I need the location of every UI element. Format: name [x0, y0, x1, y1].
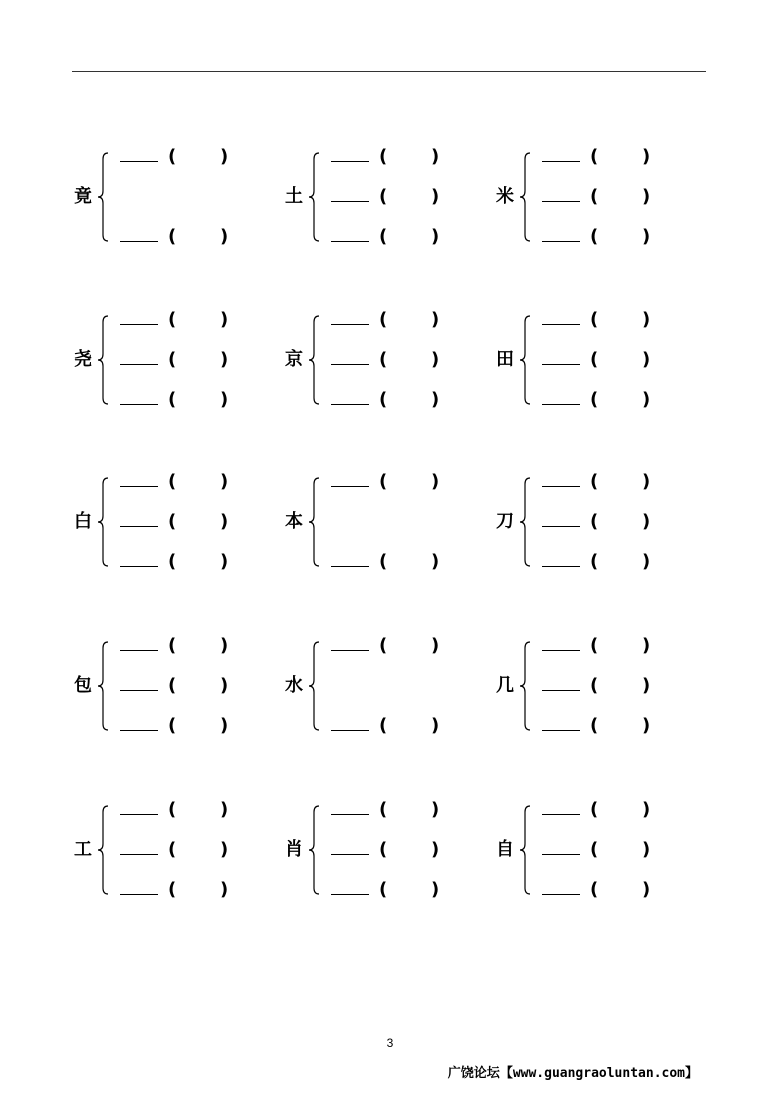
- answer-blank[interactable]: [331, 364, 369, 365]
- answer-blank[interactable]: [331, 486, 369, 487]
- close-paren: ): [220, 551, 229, 572]
- close-paren: ): [431, 186, 440, 207]
- answer-line[interactable]: [542, 676, 654, 696]
- close-paren: ): [220, 146, 229, 167]
- answer-blank[interactable]: [542, 730, 580, 731]
- answer-line[interactable]: [542, 472, 654, 492]
- close-paren: ): [431, 715, 440, 736]
- close-paren: ): [220, 226, 229, 247]
- open-paren: (: [168, 635, 177, 656]
- entry-character: 本: [285, 511, 303, 532]
- open-paren: (: [379, 715, 388, 736]
- close-paren: ): [642, 471, 651, 492]
- open-paren: (: [168, 146, 177, 167]
- close-paren: ): [220, 839, 229, 860]
- open-paren: (: [379, 879, 388, 900]
- close-paren: ): [431, 635, 440, 656]
- answer-blank[interactable]: [542, 404, 580, 405]
- answer-line[interactable]: [120, 636, 232, 656]
- answer-blank[interactable]: [542, 201, 580, 202]
- curly-brace-icon: [307, 151, 323, 243]
- entry-character: 尧: [74, 349, 92, 370]
- answer-blank[interactable]: [331, 854, 369, 855]
- answer-line[interactable]: [120, 676, 232, 696]
- curly-brace-icon: [307, 314, 323, 406]
- open-paren: (: [168, 511, 177, 532]
- open-paren: (: [590, 839, 599, 860]
- answer-blank[interactable]: [542, 650, 580, 651]
- curly-brace-icon: [518, 804, 534, 896]
- answer-line[interactable]: [120, 472, 232, 492]
- answer-line[interactable]: [542, 390, 654, 410]
- answer-line[interactable]: [542, 880, 654, 900]
- answer-blank[interactable]: [331, 566, 369, 567]
- footer-site-credit: [448, 1062, 698, 1081]
- curly-brace-icon: [307, 476, 323, 568]
- close-paren: ): [431, 146, 440, 167]
- answer-blank[interactable]: [542, 854, 580, 855]
- answer-blank[interactable]: [331, 161, 369, 162]
- answer-line[interactable]: [120, 716, 232, 736]
- entry-character: 工: [74, 839, 92, 860]
- answer-line[interactable]: [120, 147, 232, 167]
- curly-brace-icon: [96, 476, 112, 568]
- answer-blank[interactable]: [120, 730, 158, 731]
- open-paren: (: [590, 471, 599, 492]
- answer-line[interactable]: [331, 840, 443, 860]
- close-paren: ): [642, 675, 651, 696]
- open-paren: (: [590, 511, 599, 532]
- open-paren: (: [590, 675, 599, 696]
- answer-line[interactable]: [542, 350, 654, 370]
- answer-line[interactable]: [542, 147, 654, 167]
- footer-site-name: 广饶论坛: [447, 1066, 500, 1081]
- entry-character: 自: [496, 839, 514, 860]
- close-paren: ): [220, 715, 229, 736]
- answer-blank[interactable]: [331, 201, 369, 202]
- entry-character: 米: [496, 186, 514, 207]
- curly-brace-icon: [307, 640, 323, 732]
- open-paren: (: [379, 551, 388, 572]
- open-paren: (: [168, 799, 177, 820]
- open-paren: (: [590, 186, 599, 207]
- answer-blank[interactable]: [542, 241, 580, 242]
- answer-line[interactable]: [331, 716, 443, 736]
- answer-blank[interactable]: [120, 404, 158, 405]
- close-paren: ): [220, 511, 229, 532]
- close-paren: ): [220, 635, 229, 656]
- close-paren: ): [431, 879, 440, 900]
- close-paren: ): [220, 879, 229, 900]
- answer-blank[interactable]: [120, 161, 158, 162]
- open-paren: (: [168, 551, 177, 572]
- open-paren: (: [168, 879, 177, 900]
- answer-line[interactable]: [542, 636, 654, 656]
- open-paren: (: [590, 715, 599, 736]
- open-paren: (: [590, 146, 599, 167]
- answer-blank[interactable]: [542, 894, 580, 895]
- entry-character: 水: [285, 675, 303, 696]
- answer-line[interactable]: [331, 227, 443, 247]
- answer-blank[interactable]: [120, 690, 158, 691]
- answer-line[interactable]: [542, 716, 654, 736]
- answer-blank[interactable]: [542, 566, 580, 567]
- answer-line[interactable]: [331, 350, 443, 370]
- answer-blank[interactable]: [120, 324, 158, 325]
- close-paren: ): [431, 471, 440, 492]
- answer-line[interactable]: [120, 840, 232, 860]
- open-paren: (: [168, 471, 177, 492]
- open-paren: (: [379, 146, 388, 167]
- close-paren: ): [220, 349, 229, 370]
- entry-character: 白: [74, 511, 92, 532]
- open-paren: (: [168, 715, 177, 736]
- entry-character: 土: [285, 186, 303, 207]
- entry-character: 竟: [74, 186, 92, 207]
- answer-line[interactable]: [120, 227, 232, 247]
- close-paren: ): [642, 839, 651, 860]
- curly-brace-icon: [518, 640, 534, 732]
- close-paren: ): [220, 799, 229, 820]
- answer-line[interactable]: [542, 552, 654, 572]
- close-paren: ): [431, 389, 440, 410]
- answer-line[interactable]: [542, 227, 654, 247]
- answer-blank[interactable]: [120, 364, 158, 365]
- answer-blank[interactable]: [542, 526, 580, 527]
- curly-brace-icon: [96, 314, 112, 406]
- answer-blank[interactable]: [120, 526, 158, 527]
- answer-blank[interactable]: [542, 486, 580, 487]
- answer-line[interactable]: [331, 552, 443, 572]
- open-paren: (: [590, 226, 599, 247]
- answer-line[interactable]: [542, 187, 654, 207]
- close-paren: ): [642, 511, 651, 532]
- open-paren: (: [168, 389, 177, 410]
- answer-blank[interactable]: [331, 814, 369, 815]
- open-paren: (: [590, 879, 599, 900]
- open-paren: (: [168, 226, 177, 247]
- answer-blank[interactable]: [331, 650, 369, 651]
- close-paren: ): [642, 715, 651, 736]
- answer-blank[interactable]: [120, 566, 158, 567]
- answer-blank[interactable]: [331, 894, 369, 895]
- curly-brace-icon: [518, 151, 534, 243]
- curly-brace-icon: [96, 640, 112, 732]
- curly-brace-icon: [96, 804, 112, 896]
- answer-line[interactable]: [331, 800, 443, 820]
- answer-blank[interactable]: [120, 854, 158, 855]
- answer-blank[interactable]: [542, 814, 580, 815]
- close-paren: ): [431, 839, 440, 860]
- answer-line[interactable]: [120, 310, 232, 330]
- entry-character: 刀: [496, 511, 514, 532]
- close-paren: ): [642, 309, 651, 330]
- open-paren: (: [590, 799, 599, 820]
- close-paren: ): [431, 551, 440, 572]
- open-paren: (: [379, 635, 388, 656]
- answer-blank[interactable]: [331, 324, 369, 325]
- answer-line[interactable]: [542, 800, 654, 820]
- open-paren: (: [590, 389, 599, 410]
- close-paren: ): [220, 309, 229, 330]
- answer-line[interactable]: [331, 636, 443, 656]
- entry-character: 几: [496, 675, 514, 696]
- answer-line[interactable]: [120, 800, 232, 820]
- answer-line[interactable]: [120, 350, 232, 370]
- answer-line[interactable]: [542, 512, 654, 532]
- open-paren: (: [168, 839, 177, 860]
- close-paren: ): [642, 146, 651, 167]
- close-paren: ): [642, 551, 651, 572]
- header-rule: [72, 71, 706, 72]
- answer-line[interactable]: [331, 147, 443, 167]
- answer-line[interactable]: [120, 390, 232, 410]
- open-paren: (: [379, 799, 388, 820]
- answer-blank[interactable]: [331, 404, 369, 405]
- close-paren: ): [642, 226, 651, 247]
- answer-line[interactable]: [120, 880, 232, 900]
- open-paren: (: [379, 471, 388, 492]
- curly-brace-icon: [518, 476, 534, 568]
- close-paren: ): [220, 471, 229, 492]
- close-paren: ): [431, 226, 440, 247]
- answer-blank[interactable]: [120, 814, 158, 815]
- curly-brace-icon: [307, 804, 323, 896]
- answer-blank[interactable]: [120, 241, 158, 242]
- answer-blank[interactable]: [542, 324, 580, 325]
- open-paren: (: [168, 675, 177, 696]
- close-paren: ): [431, 309, 440, 330]
- answer-blank[interactable]: [120, 486, 158, 487]
- open-paren: (: [590, 309, 599, 330]
- close-paren: ): [220, 389, 229, 410]
- close-paren: ): [220, 675, 229, 696]
- answer-line[interactable]: [331, 187, 443, 207]
- answer-blank[interactable]: [331, 730, 369, 731]
- answer-blank[interactable]: [331, 241, 369, 242]
- answer-line[interactable]: [120, 512, 232, 532]
- curly-brace-icon: [518, 314, 534, 406]
- answer-line[interactable]: [331, 472, 443, 492]
- entry-character: 田: [496, 349, 514, 370]
- answer-blank[interactable]: [542, 161, 580, 162]
- open-paren: (: [168, 309, 177, 330]
- entry-character: 肖: [285, 839, 303, 860]
- answer-line[interactable]: [331, 880, 443, 900]
- page-number: 3: [386, 1036, 394, 1050]
- close-paren: ): [642, 349, 651, 370]
- answer-blank[interactable]: [120, 894, 158, 895]
- open-paren: (: [379, 839, 388, 860]
- close-paren: ): [431, 799, 440, 820]
- entry-character: 京: [285, 349, 303, 370]
- entry-character: 包: [74, 675, 92, 696]
- answer-line[interactable]: [120, 552, 232, 572]
- close-paren: ): [431, 349, 440, 370]
- open-paren: (: [590, 349, 599, 370]
- open-paren: (: [590, 551, 599, 572]
- close-paren: ): [642, 635, 651, 656]
- open-paren: (: [379, 226, 388, 247]
- open-paren: (: [168, 349, 177, 370]
- answer-line[interactable]: [331, 390, 443, 410]
- close-paren: ): [642, 799, 651, 820]
- open-paren: (: [379, 349, 388, 370]
- answer-line[interactable]: [542, 840, 654, 860]
- answer-blank[interactable]: [542, 690, 580, 691]
- answer-blank[interactable]: [120, 650, 158, 651]
- open-paren: (: [379, 186, 388, 207]
- open-paren: (: [590, 635, 599, 656]
- open-paren: (: [379, 389, 388, 410]
- footer-site-url: 【www.guangraoluntan.com】: [499, 1066, 698, 1081]
- close-paren: ): [642, 186, 651, 207]
- answer-line[interactable]: [542, 310, 654, 330]
- answer-blank[interactable]: [542, 364, 580, 365]
- close-paren: ): [642, 879, 651, 900]
- curly-brace-icon: [96, 151, 112, 243]
- open-paren: (: [379, 309, 388, 330]
- answer-line[interactable]: [331, 310, 443, 330]
- close-paren: ): [642, 389, 651, 410]
